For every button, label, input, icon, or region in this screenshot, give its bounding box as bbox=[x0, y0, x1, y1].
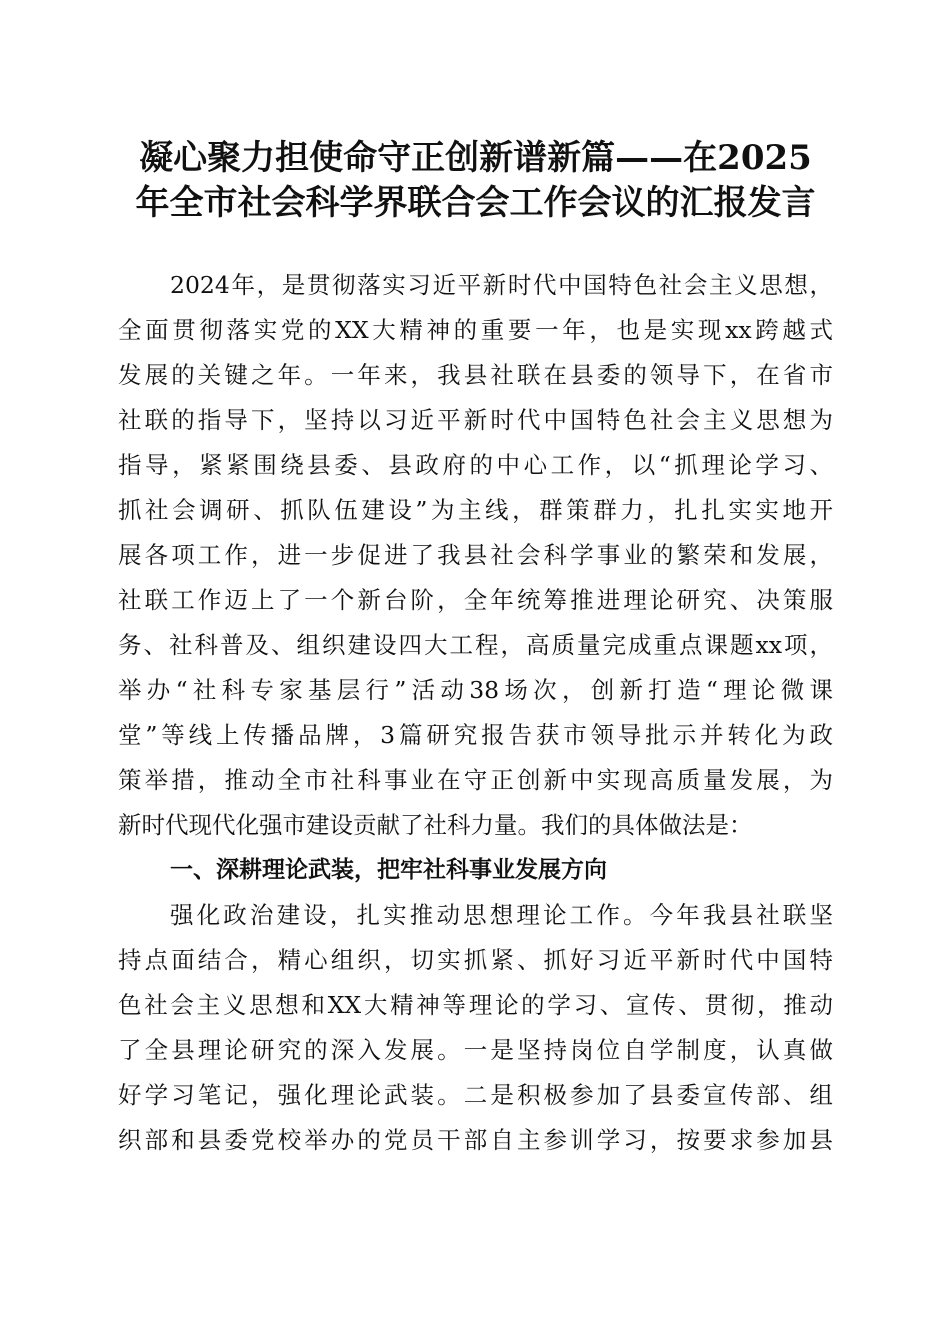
text-line: 展各项工作，进一步促进了我县社会科学事业的繁荣和发展， bbox=[118, 541, 833, 569]
text-line: 社联的指导下，坚持以习近平新时代中国特色社会主义思想为 bbox=[118, 406, 833, 434]
text-line: 织部和县委党校举办的党员干部自主参训学习，按要求参加县 bbox=[118, 1126, 833, 1154]
text-line: 色社会主义思想和XX大精神等理论的学习、宣传、贯彻，推动 bbox=[118, 991, 833, 1019]
text-line: 新时代现代化强市建设贡献了社科力量。我们的具体做法是： bbox=[118, 811, 753, 839]
text-line: 举办“社科专家基层行”活动38场次，创新打造“理论微课 bbox=[118, 676, 833, 704]
text-line: 了全县理论研究的深入发展。一是坚持岗位自学制度，认真做 bbox=[118, 1036, 833, 1064]
text-line: 指导，紧紧围绕县委、县政府的中心工作，以“抓理论学习、 bbox=[118, 451, 833, 479]
section-heading: 一、深耕理论武装，把牢社科事业发展方向 bbox=[170, 857, 607, 883]
text-line: 务、社科普及、组织建设四大工程，高质量完成重点课题xx项， bbox=[118, 631, 833, 659]
text-line: 社联工作迈上了一个新台阶，全年统筹推进理论研究、决策服 bbox=[118, 586, 833, 614]
text-line: 发展的关键之年。一年来，我县社联在县委的领导下，在省市 bbox=[118, 361, 833, 389]
paragraph-section-1 bbox=[118, 893, 833, 1163]
text-line: 好学习笔记，强化理论武装。二是积极参加了县委宣传部、组 bbox=[118, 1081, 833, 1109]
title-line-2: 年全市社会科学界联合会工作会议的汇报发言 bbox=[135, 183, 816, 223]
text-line: 强化政治建设，扎实推动思想理论工作。今年我县社联坚 bbox=[170, 901, 833, 929]
document-title bbox=[118, 136, 833, 226]
text-line: 全面贯彻落实党的XX大精神的重要一年，也是实现xx跨越式 bbox=[118, 316, 833, 344]
text-line: 抓社会调研、抓队伍建设”为主线，群策群力，扎扎实实地开 bbox=[118, 496, 833, 524]
title-line-1: 凝心聚力担使命守正创新谱新篇——在2025 bbox=[139, 138, 812, 178]
document-body bbox=[118, 263, 833, 1163]
text-line: 持点面结合，精心组织，切实抓紧、抓好习近平新时代中国特 bbox=[118, 946, 833, 974]
text-line: 堂”等线上传播品牌，3篇研究报告获市领导批示并转化为政 bbox=[118, 721, 833, 749]
text-line: 策举措，推动全市社科事业在守正创新中实现高质量发展，为 bbox=[118, 766, 833, 794]
paragraph-intro bbox=[118, 263, 833, 848]
text-line: 2024年，是贯彻落实习近平新时代中国特色社会主义思想， bbox=[170, 271, 833, 299]
